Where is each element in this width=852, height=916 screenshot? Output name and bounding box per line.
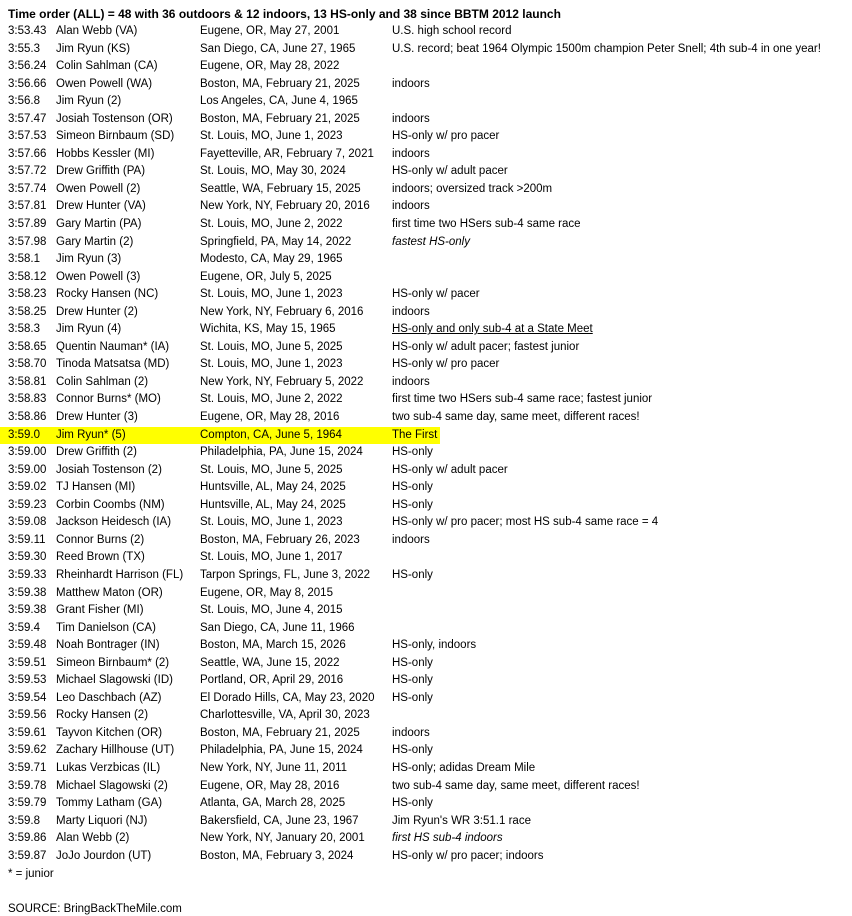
place-cell: St. Louis, MO, June 1, 2023 — [200, 288, 343, 301]
table-row — [0, 567, 852, 585]
time-cell: 3:59.38 — [8, 604, 47, 617]
name-cell: Connor Burns (2) — [56, 533, 145, 546]
note-cell: indoors — [392, 726, 430, 739]
time-cell: 3:55.3 — [8, 42, 40, 55]
note-cell: HS-only — [392, 481, 433, 494]
name-cell: Gary Martin (PA) — [56, 218, 142, 231]
place-cell: Atlanta, GA, March 28, 2025 — [200, 797, 346, 810]
time-cell: 3:59.56 — [8, 709, 47, 722]
name-cell: Tommy Latham (GA) — [56, 797, 163, 810]
name-cell: Hobbs Kessler (MI) — [56, 147, 155, 160]
time-cell: 3:59.62 — [8, 744, 47, 757]
name-cell: Owen Powell (3) — [56, 270, 141, 283]
name-cell: Leo Daschbach (AZ) — [56, 691, 162, 704]
time-cell: 3:58.81 — [8, 375, 47, 388]
time-cell: 3:57.66 — [8, 147, 47, 160]
name-cell: Jim Ryun (4) — [56, 323, 122, 336]
time-cell: 3:59.30 — [8, 551, 47, 564]
time-cell: 3:58.83 — [8, 393, 47, 406]
note-cell: U.S. high school record — [392, 25, 512, 37]
note-cell: HS-only w/ adult pacer — [392, 463, 508, 476]
name-cell: Jackson Heidesch (IA) — [56, 516, 172, 529]
table-row — [0, 427, 440, 445]
note-cell: indoors — [392, 375, 430, 388]
time-cell: 3:59.4 — [8, 621, 40, 634]
name-cell: Owen Powell (WA) — [56, 77, 153, 90]
name-cell: Rocky Hansen (2) — [56, 709, 149, 722]
place-cell: Los Angeles, CA, June 4, 1965 — [200, 95, 358, 108]
place-cell: New York, NY, February 20, 2016 — [200, 200, 370, 213]
note-cell: HS-only — [392, 568, 433, 581]
note-cell: two sub-4 same day, same meet, different races! — [392, 411, 640, 424]
name-cell: Gary Martin (2) — [56, 235, 134, 248]
time-cell: 3:59.11 — [8, 533, 46, 546]
name-cell: Tim Danielson (CA) — [56, 621, 156, 634]
place-cell: Boston, MA, February 21, 2025 — [200, 112, 360, 125]
place-cell: Fayetteville, AR, February 7, 2021 — [200, 147, 374, 160]
table-row — [0, 76, 852, 94]
name-cell: Alan Webb (2) — [56, 832, 130, 845]
time-cell: 3:59.48 — [8, 639, 47, 652]
name-cell: Drew Griffith (2) — [56, 446, 137, 459]
place-cell: El Dorado Hills, CA, May 23, 2020 — [200, 691, 375, 704]
table-row — [0, 602, 852, 620]
note-cell: HS-only — [392, 446, 433, 459]
name-cell: Michael Slagowski (2) — [56, 779, 168, 792]
name-cell: Drew Hunter (3) — [56, 411, 138, 424]
note-cell: HS-only w/ pro pacer — [392, 358, 500, 371]
note-cell: HS-only — [392, 744, 433, 757]
time-cell: 3:59.54 — [8, 691, 47, 704]
name-cell: Reed Brown (TX) — [56, 551, 145, 564]
table-row — [0, 585, 852, 603]
time-cell: 3:57.98 — [8, 235, 47, 248]
name-cell: Lukas Verzbicas (IL) — [56, 761, 161, 774]
place-cell: Eugene, OR, May 28, 2016 — [200, 411, 340, 424]
table-row — [0, 234, 852, 252]
source-credit: SOURCE: BringBackTheMile.com — [8, 903, 182, 915]
table-row — [0, 111, 852, 129]
table-row — [0, 163, 852, 181]
place-cell: St. Louis, MO, June 1, 2023 — [200, 358, 343, 371]
table-row — [0, 637, 852, 655]
name-cell: TJ Hansen (MI) — [56, 481, 136, 494]
table-row — [0, 304, 852, 322]
place-cell: New York, NY, January 20, 2001 — [200, 832, 365, 845]
place-cell: New York, NY, February 6, 2016 — [200, 305, 364, 318]
name-cell: Owen Powell (2) — [56, 182, 141, 195]
time-cell: 3:59.51 — [8, 656, 47, 669]
time-cell: 3:59.08 — [8, 516, 47, 529]
note-cell: indoors — [392, 200, 430, 213]
time-cell: 3:59.86 — [8, 832, 47, 845]
note-cell: HS-only w/ pro pacer — [392, 130, 500, 143]
time-cell: 3:58.12 — [8, 270, 47, 283]
place-cell: Portland, OR, April 29, 2016 — [200, 674, 344, 687]
table-row — [0, 58, 852, 76]
table-row — [0, 146, 852, 164]
time-cell: 3:59.0 — [8, 428, 40, 441]
table-row — [0, 549, 852, 567]
name-cell: Grant Fisher (MI) — [56, 604, 144, 617]
time-cell: 3:57.81 — [8, 200, 47, 213]
place-cell: Bakersfield, CA, June 23, 1967 — [200, 814, 359, 827]
table-row — [0, 760, 852, 778]
table-row — [0, 374, 852, 392]
table-row — [0, 813, 852, 831]
note-cell: indoors — [392, 147, 430, 160]
table-row — [0, 93, 852, 111]
name-cell: Jim Ryun (2) — [56, 95, 122, 108]
time-cell: 3:57.72 — [8, 165, 47, 178]
place-cell: Tarpon Springs, FL, June 3, 2022 — [200, 568, 371, 581]
time-cell: 3:56.8 — [8, 95, 40, 108]
time-cell: 3:56.24 — [8, 60, 47, 73]
note-cell: Jim Ryun's WR 3:51.1 race — [392, 814, 531, 827]
place-cell: St. Louis, MO, June 5, 2025 — [200, 340, 343, 353]
table-row — [0, 181, 852, 199]
time-cell: 3:59.38 — [8, 586, 47, 599]
place-cell: St. Louis, MO, June 1, 2017 — [200, 551, 343, 564]
place-cell: Eugene, OR, May 8, 2015 — [200, 586, 333, 599]
table-row — [0, 532, 852, 550]
name-cell: Tayvon Kitchen (OR) — [56, 726, 163, 739]
note-cell: indoors — [392, 112, 430, 125]
time-cell: 3:59.8 — [8, 814, 40, 827]
time-cell: 3:57.74 — [8, 182, 47, 195]
place-cell: St. Louis, MO, June 5, 2025 — [200, 463, 343, 476]
name-cell: Simeon Birnbaum (SD) — [56, 130, 175, 143]
table-row — [0, 848, 852, 866]
table-row — [0, 462, 852, 480]
table-title: Time order (ALL) = 48 with 36 outdoors & 12 indoors, 13 HS-only and 38 since BBTM 2012 launch — [8, 7, 561, 21]
place-cell: Huntsville, AL, May 24, 2025 — [200, 481, 346, 494]
name-cell: Colin Sahlman (CA) — [56, 60, 158, 73]
note-cell: first HS sub-4 indoors — [392, 832, 503, 845]
time-cell: 3:58.3 — [8, 323, 40, 336]
table-row — [0, 830, 852, 848]
note-cell: HS-only — [392, 674, 433, 687]
name-cell: Colin Sahlman (2) — [56, 375, 149, 388]
note-cell: HS-only w/ adult pacer; fastest junior — [392, 340, 580, 353]
place-cell: Compton, CA, June 5, 1964 — [200, 428, 342, 441]
name-cell: Jim Ryun (3) — [56, 253, 122, 266]
name-cell: Connor Burns* (MO) — [56, 393, 161, 406]
name-cell: Zachary Hillhouse (UT) — [56, 744, 175, 757]
name-cell: Marty Liquori (NJ) — [56, 814, 148, 827]
note-cell: The First — [392, 428, 438, 441]
name-cell: Drew Hunter (2) — [56, 305, 138, 318]
table-row — [0, 742, 852, 760]
place-cell: St. Louis, MO, June 1, 2023 — [200, 130, 343, 143]
note-cell: indoors — [392, 305, 430, 318]
note-cell: HS-only w/ pro pacer; most HS sub-4 same race = 4 — [392, 516, 659, 529]
place-cell: Huntsville, AL, May 24, 2025 — [200, 498, 346, 511]
place-cell: Seattle, WA, February 15, 2025 — [200, 182, 361, 195]
table-row — [0, 655, 852, 673]
place-cell: Wichita, KS, May 15, 1965 — [200, 323, 336, 336]
name-cell: Drew Hunter (VA) — [56, 200, 146, 213]
table-row — [0, 251, 852, 269]
name-cell: Josiah Tostenson (OR) — [56, 112, 173, 125]
note-cell: two sub-4 same day, same meet, different races! — [392, 779, 640, 792]
name-cell: Josiah Tostenson (2) — [56, 463, 162, 476]
place-cell: St. Louis, MO, May 30, 2024 — [200, 165, 346, 178]
table-row — [0, 795, 852, 813]
place-cell: Eugene, OR, July 5, 2025 — [200, 270, 332, 283]
time-cell: 3:58.65 — [8, 340, 47, 353]
place-cell: St. Louis, MO, June 2, 2022 — [200, 393, 343, 406]
time-cell: 3:59.79 — [8, 797, 47, 810]
table-row — [0, 479, 852, 497]
time-cell: 3:59.78 — [8, 779, 47, 792]
time-cell: 3:59.00 — [8, 446, 47, 459]
place-cell: Springfield, PA, May 14, 2022 — [200, 235, 352, 248]
place-cell: Philadelphia, PA, June 15, 2024 — [200, 446, 363, 459]
name-cell: Noah Bontrager (IN) — [56, 639, 160, 652]
time-cell: 3:59.00 — [8, 463, 47, 476]
place-cell: Seattle, WA, June 15, 2022 — [200, 656, 340, 669]
note-cell: fastest HS-only — [392, 235, 470, 248]
place-cell: Boston, MA, February 3, 2024 — [200, 849, 354, 862]
place-cell: New York, NY, February 5, 2022 — [200, 375, 364, 388]
place-cell: Eugene, OR, May 27, 2001 — [200, 25, 340, 37]
place-cell: San Diego, CA, June 11, 1966 — [200, 621, 355, 634]
note-cell: first time two HSers sub-4 same race — [392, 218, 581, 231]
table-row — [0, 409, 852, 427]
table-row — [0, 497, 852, 515]
time-cell: 3:58.70 — [8, 358, 47, 371]
name-cell: Michael Slagowski (ID) — [56, 674, 173, 687]
name-cell: Rocky Hansen (NC) — [56, 288, 159, 301]
place-cell: Eugene, OR, May 28, 2022 — [200, 60, 340, 73]
note-cell: HS-only — [392, 691, 433, 704]
time-cell: 3:58.1 — [8, 253, 40, 266]
table-row — [0, 444, 852, 462]
table-row — [0, 23, 852, 41]
table-row — [0, 198, 852, 216]
note-cell: indoors; oversized track >200m — [392, 182, 553, 195]
time-cell: 3:59.23 — [8, 498, 47, 511]
note-cell: indoors — [392, 77, 430, 90]
table-row — [0, 725, 852, 743]
time-cell: 3:58.23 — [8, 288, 47, 301]
place-cell: St. Louis, MO, June 2, 2022 — [200, 218, 343, 231]
time-cell: 3:58.25 — [8, 305, 47, 318]
name-cell: Simeon Birnbaum* (2) — [56, 656, 170, 669]
note-cell: HS-only and only sub-4 at a State Meet — [392, 323, 593, 336]
note-cell: HS-only — [392, 498, 433, 511]
results-table — [0, 23, 852, 865]
table-row — [0, 514, 852, 532]
table-row — [0, 690, 852, 708]
note-cell: HS-only — [392, 797, 433, 810]
table-row — [0, 339, 852, 357]
note-cell: U.S. record; beat 1964 Olympic 1500m champion Peter Snell; 4th sub-4 in one year! — [392, 42, 821, 55]
time-cell: 3:59.61 — [8, 726, 47, 739]
place-cell: New York, NY, June 11, 2011 — [200, 761, 348, 774]
table-row — [0, 356, 852, 374]
place-cell: Boston, MA, February 26, 2023 — [200, 533, 360, 546]
table-row — [0, 216, 852, 234]
time-cell: 3:59.33 — [8, 568, 47, 581]
name-cell: JoJo Jourdon (UT) — [56, 849, 152, 862]
time-cell: 3:59.02 — [8, 481, 47, 494]
table-row — [0, 620, 852, 638]
place-cell: St. Louis, MO, June 1, 2023 — [200, 516, 343, 529]
place-cell: Boston, MA, February 21, 2025 — [200, 726, 360, 739]
place-cell: Boston, MA, March 15, 2026 — [200, 639, 346, 652]
note-cell: HS-only — [392, 656, 433, 669]
table-row — [0, 778, 852, 796]
table-row — [0, 321, 852, 339]
time-cell: 3:56.66 — [8, 77, 47, 90]
time-cell: 3:57.53 — [8, 130, 47, 143]
name-cell: Matthew Maton (OR) — [56, 586, 163, 599]
place-cell: Eugene, OR, May 28, 2016 — [200, 779, 340, 792]
note-cell: HS-only, indoors — [392, 639, 477, 652]
table-row — [0, 128, 852, 146]
time-cell: 3:58.86 — [8, 411, 47, 424]
name-cell: Corbin Coombs (NM) — [56, 498, 165, 511]
name-cell: Jim Ryun (KS) — [56, 42, 131, 55]
name-cell: Tinoda Matsatsa (MD) — [56, 358, 170, 371]
name-cell: Quentin Nauman* (IA) — [56, 340, 170, 353]
table-row — [0, 41, 852, 59]
name-cell: Rheinhardt Harrison (FL) — [56, 568, 184, 581]
table-row — [0, 707, 852, 725]
place-cell: Philadelphia, PA, June 15, 2024 — [200, 744, 363, 757]
footnote: * = junior — [8, 868, 54, 880]
time-cell: 3:59.53 — [8, 674, 47, 687]
note-cell: HS-only w/ adult pacer — [392, 165, 508, 178]
name-cell: Alan Webb (VA) — [56, 25, 138, 37]
note-cell: indoors — [392, 533, 430, 546]
table-row — [0, 672, 852, 690]
time-cell: 3:57.89 — [8, 218, 47, 231]
note-cell: HS-only w/ pacer — [392, 288, 480, 301]
note-cell: first time two HSers sub-4 same race; fastest junior — [392, 393, 653, 406]
place-cell: St. Louis, MO, June 4, 2015 — [200, 604, 343, 617]
name-cell: Jim Ryun* (5) — [56, 428, 126, 441]
place-cell: Boston, MA, February 21, 2025 — [200, 77, 360, 90]
time-cell: 3:53.43 — [8, 25, 47, 37]
time-cell: 3:57.47 — [8, 112, 47, 125]
place-cell: San Diego, CA, June 27, 1965 — [200, 42, 356, 55]
time-cell: 3:59.87 — [8, 849, 47, 862]
place-cell: Modesto, CA, May 29, 1965 — [200, 253, 343, 266]
note-cell: HS-only; adidas Dream Mile — [392, 761, 536, 774]
note-cell: HS-only w/ pro pacer; indoors — [392, 849, 544, 862]
name-cell: Drew Griffith (PA) — [56, 165, 146, 178]
table-row — [0, 269, 852, 287]
place-cell: Charlottesville, VA, April 30, 2023 — [200, 709, 370, 722]
table-row — [0, 286, 852, 304]
table-row — [0, 391, 852, 409]
time-cell: 3:59.71 — [8, 761, 47, 774]
